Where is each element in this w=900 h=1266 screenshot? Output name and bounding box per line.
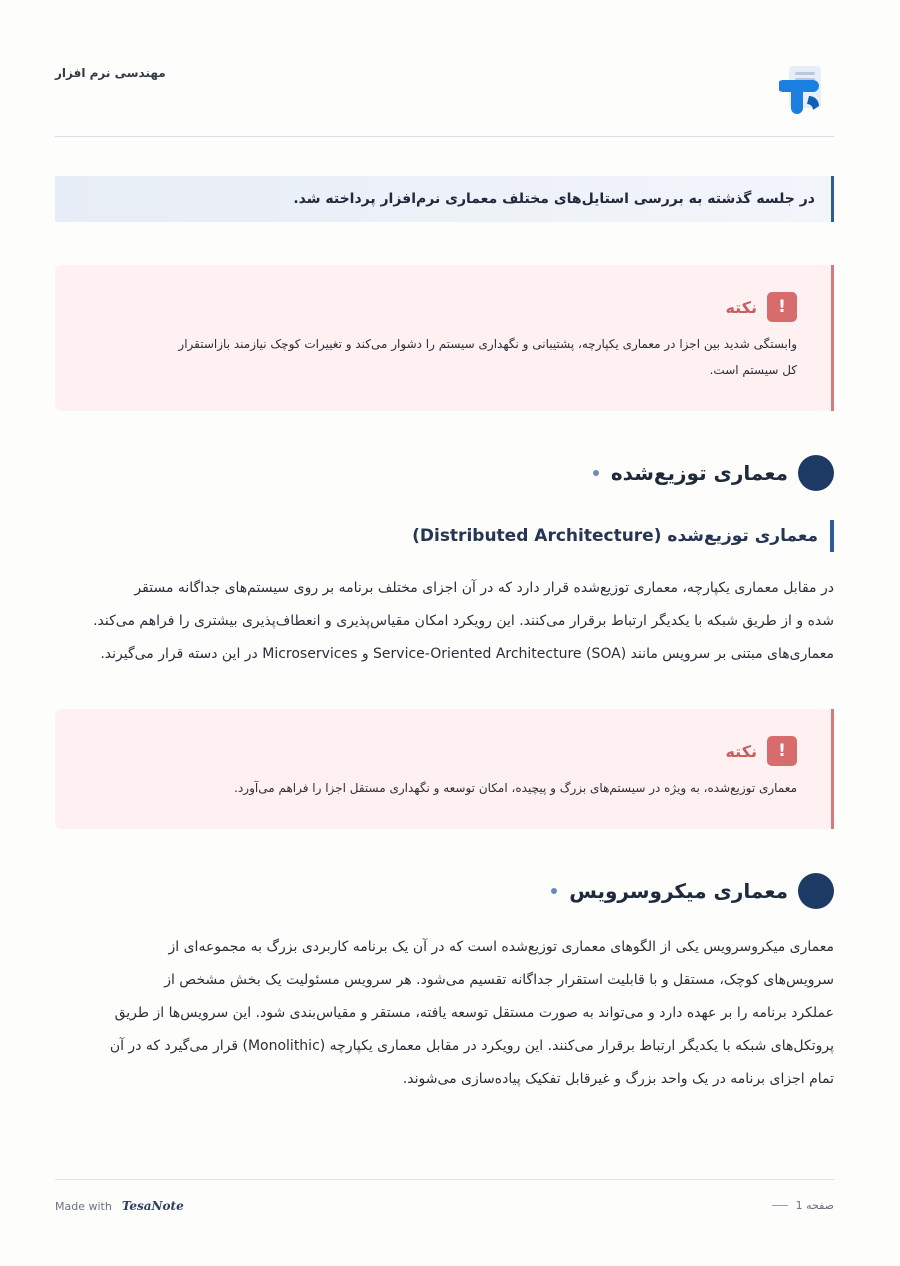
made-with-label: Made with	[55, 1199, 112, 1213]
paragraph-line: سرویس‌های کوچک، مستقل و با قابلیت استقرار جداگانه تقسیم می‌شود. هر سرویس مسئولیت یک بخش مشخص از	[164, 972, 834, 988]
subsection-heading	[55, 520, 834, 552]
page-header	[55, 56, 834, 137]
paragraph	[55, 572, 834, 671]
paragraph-line: شده و از طریق شبکه با یکدیگر ارتباط برقرار می‌کنند. این رویکرد امکان مقیاس‌پذیری و انعطاف‌پذیری بیشتری را فراهم می‌کند.	[93, 613, 834, 629]
footer-divider	[55, 1179, 834, 1180]
note-header	[79, 287, 797, 327]
app-logo-icon	[779, 62, 829, 118]
note-box	[55, 709, 834, 829]
subsection-title: معماری توزیع‌شده (Distributed Architecture)	[412, 526, 818, 546]
section-title: معماری میکروسرویس	[569, 879, 788, 903]
page-number	[772, 1199, 834, 1212]
note-header	[79, 731, 797, 771]
section-heading	[55, 454, 834, 492]
note-line: کل سیستم است.	[709, 363, 797, 377]
exclamation-icon: !	[767, 736, 797, 766]
note-line: معماری توزیع‌شده، به ویژه در سیستم‌های بزرگ و پیچیده، امکان توسعه و نگهداری مستقل اجزا را فراهم می‌آورد.	[234, 781, 797, 795]
section-title: معماری توزیع‌شده	[610, 461, 788, 485]
page-label: صفحه 1	[795, 1199, 834, 1212]
paragraph	[55, 931, 834, 1096]
intro-callout	[55, 176, 834, 222]
paragraph-line: در مقابل معماری یکپارچه، معماری توزیع‌شده قرار دارد که در آن اجزای مختلف برنامه بر روی سیستم‌های جداگانه مستقر	[134, 580, 834, 596]
note-title: نکته	[725, 741, 757, 761]
paragraph-line: معماری میکروسرویس یکی از الگوهای معماری توزیع‌شده است که در آن یک برنامه کاربردی بزرگ به مجموعه‌ای از	[168, 939, 834, 955]
note-body	[79, 331, 797, 383]
note-body	[79, 775, 797, 801]
dot-icon	[551, 888, 557, 894]
footer-made-with	[55, 1199, 184, 1213]
dot-icon	[593, 470, 599, 476]
section-bullet-icon	[798, 873, 834, 909]
brand-logo: TesaNote	[121, 1199, 184, 1213]
paragraph-line: تمام اجزای برنامه در یک واحد بزرگ و غیرقابل تفکیک پیاده‌سازی می‌شوند.	[402, 1071, 834, 1087]
paragraph-line: پروتکل‌های شبکه با یکدیگر ارتباط برقرار می‌کنند. این رویکرد در مقابل معماری یکپارچه (Monolithic) قرار می‌گیرد که در آن	[109, 1038, 834, 1054]
intro-text: در جلسه گذشته به بررسی استایل‌های مختلف معماری نرم‌افزار پرداخته شد.	[293, 191, 815, 207]
note-box	[55, 265, 834, 411]
paragraph-line: عملکرد برنامه را بر عهده دارد و می‌تواند به صورت مستقل توسعه یافته، مستقر و مقیاس‌بندی شود. این سرویس‌ها از طریق	[114, 1005, 834, 1021]
note-title: نکته	[725, 297, 757, 317]
exclamation-icon: !	[767, 292, 797, 322]
note-line: وابستگی شدید بین اجزا در معماری یکپارچه، پشتیبانی و نگهداری سیستم را دشوار می‌کند و تغییرات کوچک نیازمند بازاستقرار	[178, 337, 797, 351]
dash-icon	[772, 1205, 788, 1206]
paragraph-line: معماری‌های مبتنی بر سرویس مانند (Service-Oriented Architecture (SOA و Microservices در این دسته قرار می‌گیرند.	[100, 646, 834, 662]
header-title: مهندسی نرم افزار	[55, 66, 166, 80]
section-heading	[55, 872, 834, 910]
section-bullet-icon	[798, 455, 834, 491]
